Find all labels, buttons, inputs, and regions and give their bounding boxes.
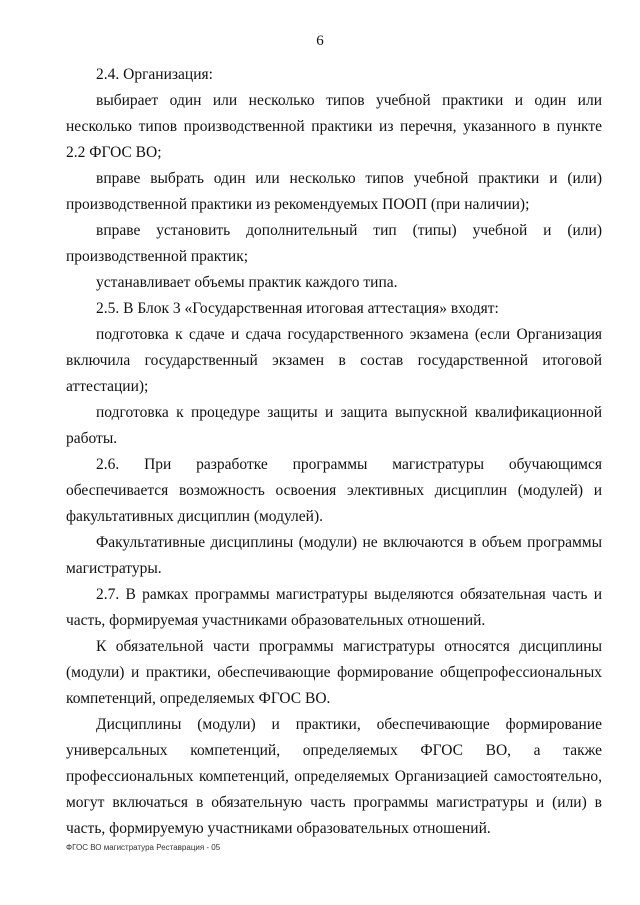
- paragraph: Дисциплины (модули) и практики, обеспечивающие формирование универсальных компетенций, определяемых ФГОС ВО, а также профессиональных компетенций, определяемых Организацией самостоятельно, могут включаться в обязательную часть программы магистратуры и (или) в часть, формируемую участниками образовательных отношений.: [66, 716, 602, 837]
- paragraph: 2.4. Организация:: [96, 66, 213, 83]
- paragraph: выбирает один или несколько типов учебной практики и один или несколько типов производственной практики из перечня, указанного в пункте 2.2 ФГОС ВО;: [66, 92, 602, 161]
- paragraph: устанавливает объемы практик каждого типа.: [96, 274, 398, 291]
- paragraph: 2.6. При разработке программы магистратуры обучающимся обеспечивается возможность освоения элективных дисциплин (модулей) и факультативных дисциплин (модулей).: [66, 456, 602, 525]
- page-footer: ФГОС ВО магистратура Реставрация - 05: [66, 843, 221, 852]
- paragraph: подготовка к процедуре защиты и защита выпускной квалификационной работы.: [66, 404, 602, 447]
- page-number: 6: [316, 33, 324, 49]
- paragraph: подготовка к сдаче и сдача государственного экзамена (если Организация включила государственный экзамен в состав государственной итоговой аттестации);: [66, 326, 602, 395]
- paragraph: вправе выбрать один или несколько типов учебной практики и (или) производственной практики из рекомендуемых ПООП (при наличии);: [66, 170, 602, 213]
- paragraph: Факультативные дисциплины (модули) не включаются в объем программы магистратуры.: [66, 534, 602, 577]
- document-body: [66, 62, 602, 842]
- paragraph: 2.7. В рамках программы магистратуры выделяются обязательная часть и часть, формируемая участниками образовательных отношений.: [66, 586, 602, 629]
- paragraph: 2.5. В Блок 3 «Государственная итоговая аттестация» входят:: [96, 300, 499, 317]
- paragraph: К обязательной части программы магистратуры относятся дисциплины (модули) и практики, обеспечивающие формирование общепрофессиональных компетенций, определяемых ФГОС ВО.: [66, 638, 602, 707]
- paragraph: вправе установить дополнительный тип (типы) учебной и (или) производственной практик;: [66, 222, 602, 265]
